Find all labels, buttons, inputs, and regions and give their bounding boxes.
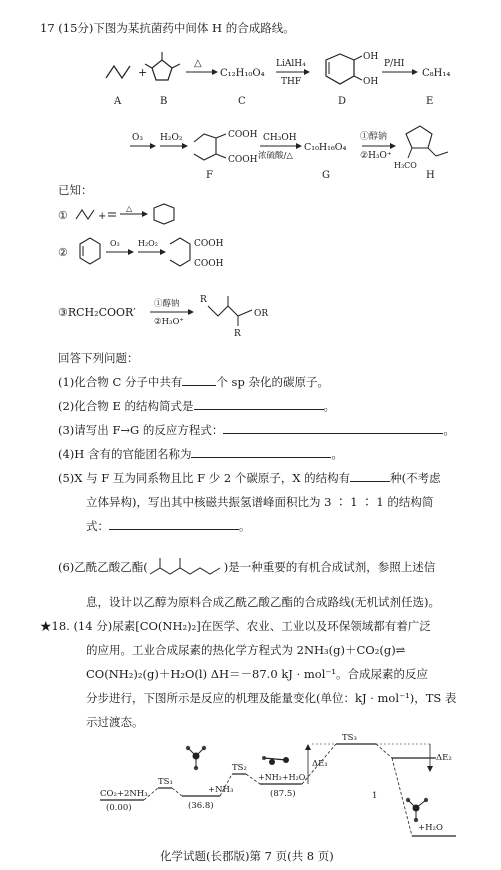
known3-step1: ①醇钠 (154, 299, 180, 309)
q4-answer-blank[interactable] (191, 446, 331, 458)
label-C: C (238, 96, 246, 107)
label-F: F (206, 170, 213, 181)
question-5-line3 (86, 518, 251, 535)
label-int2: +NH₃+H₂O (258, 773, 306, 782)
q6-text-a: (6)乙酰乙酸乙酯( (58, 560, 148, 574)
svg-text:△: △ (126, 204, 133, 213)
known1-number: ① (58, 209, 68, 222)
molecule-int2 (262, 756, 289, 765)
q3-text-b: 。 (443, 423, 455, 437)
question-6-line1 (58, 556, 435, 580)
plus-sign: + (138, 66, 148, 79)
q2-text-a: (2)化合物 E 的结构简式是 (58, 399, 194, 413)
reagent-o3: O₃ (132, 133, 143, 143)
label-reactant-energy: (0.00) (106, 803, 132, 813)
known3-step2: ②H₃O⁺ (154, 317, 184, 327)
label-A: A (114, 96, 122, 107)
compound-E-formula: C₈H₁₄ (422, 68, 451, 79)
maleic-anhydride-structure (152, 60, 172, 80)
reagent-delta: △ (194, 58, 202, 69)
known-reaction-3 (58, 288, 298, 340)
label-plus-nh3: +NH₃ (208, 785, 234, 795)
q18-line5: 示过渡态。 (86, 715, 144, 729)
q3-text-a: (3)请写出 F→G 的反应方程式： (58, 423, 224, 437)
compound-H-structure (406, 126, 432, 148)
q4-text-b: 。 (331, 447, 343, 461)
page-footer: 化学试题(长郡版)第 7 页(共 8 页) (160, 849, 334, 863)
known2-cooh-top: COOH (194, 239, 224, 249)
question-4 (58, 446, 343, 463)
compound-G-formula: C₁₀H₁₆O₄ (304, 142, 347, 153)
ethyl-acetoacetate-structure (148, 556, 224, 580)
label-ts2: TS₂ (232, 763, 247, 773)
q3-answer-blank[interactable] (223, 422, 443, 434)
q2-text-b: 。 (323, 399, 335, 413)
question-2 (58, 398, 335, 415)
compound-F-structure (194, 134, 216, 160)
q18-line3: CO(NH₂)₂(g)＋H₂O(l) ΔH＝－87.0 kJ · mol⁻¹。合成尿素的反应 (86, 667, 429, 681)
reagent-acid: 浓硫酸/△ (258, 151, 293, 161)
q18-line2: 的应用。工业合成尿素的热化学方程式为 2NH₃(g)＋CO₂(g)⇌ (86, 643, 406, 657)
q5-text-c: 式： (86, 519, 109, 533)
svg-text:+: + (98, 211, 107, 222)
known2-number: ② (58, 246, 68, 259)
reagent-h2o2: H₂O₂ (160, 133, 183, 143)
question-1 (58, 374, 329, 391)
known-label: 已知： (58, 183, 93, 197)
question-5-line2: 立体异构)，写出其中核磁共振氢谱峰面积比为 3 ∶ 1 ∶ 1 的结构简 (86, 495, 434, 509)
q1-text-a: (1)化合物 C 分子中共有 (58, 375, 183, 389)
answer-prompt: 回答下列问题： (58, 351, 139, 365)
reagent-step1: ①醇钠 (360, 132, 388, 142)
group-oh-bottom: OH (363, 77, 379, 87)
q6-text-b: )是一种重要的有机合成试剂，参照上述信 (223, 560, 436, 574)
group-oh-top: OH (363, 52, 379, 62)
q1-text-b: 个 sp 杂化的碳原子。 (216, 375, 329, 389)
label-B: B (160, 96, 168, 107)
q2-answer-blank[interactable] (194, 398, 324, 410)
q5-count-blank[interactable] (350, 470, 390, 482)
q5-text-d: 。 (239, 519, 251, 533)
reagent-ch3oh: CH₃OH (263, 133, 297, 143)
reagent-thf: THF (281, 77, 302, 87)
known2-reagent-h2o2: H₂O₂ (138, 239, 158, 248)
label-step-one: 1 (372, 791, 378, 801)
label-E: E (426, 96, 434, 107)
label-D: D (338, 96, 347, 107)
molecule-product (406, 798, 428, 822)
known2-cooh-bottom: COOH (194, 259, 224, 269)
q17-header: 17 (15分)下图为某抗菌药中间体 H 的合成路线。 (40, 21, 295, 35)
q18-line1: ★18. (14 分)尿素[CO(NH₂)₂]在医学、农业、工业以及环保领域都有着广泛 (40, 619, 431, 633)
reagent-step2: ②H₃O⁺ (360, 151, 392, 161)
reagent-phi: P/HI (384, 59, 405, 69)
molecule-int1 (186, 746, 206, 770)
known-reaction-2 (58, 234, 238, 274)
q18-line4: 分步进行，下图所示是反应的机理及能量变化(单位：kJ · mol⁻¹)，TS 表 (86, 691, 457, 705)
q5-structure-blank[interactable] (109, 518, 239, 530)
known3-or: OR (254, 309, 269, 319)
label-de2: ΔE₂ (436, 753, 452, 763)
known3-r-top: R (200, 295, 207, 305)
known2-reagent-o3: O₃ (110, 239, 120, 248)
label-H: H (426, 170, 435, 181)
question-6-line2: 息，设计以乙醇为原料合成乙酰乙酸乙酯的合成路线(无机试剂任选)。 (86, 595, 440, 609)
butadiene-structure (106, 66, 130, 78)
label-G: G (322, 170, 330, 181)
known3-r-bottom: R (234, 329, 241, 339)
q5-text-b: 种(不考虑 (390, 471, 441, 485)
label-ts1: TS₁ (158, 777, 173, 787)
compound-C-formula: C₁₂H₁₀O₄ (220, 68, 265, 79)
label-de1: ΔE₁ (312, 759, 328, 769)
group-h3co: H₃CO (394, 161, 417, 170)
q4-text-a: (4)H 含有的官能团名称为 (58, 447, 192, 461)
label-reactants: CO₂+2NH₃ (100, 789, 148, 799)
group-cooh-bottom: COOH (228, 155, 258, 165)
question-3 (58, 422, 455, 439)
label-int1-energy: (36.8) (188, 801, 214, 811)
label-ts3: TS₃ (342, 733, 357, 743)
group-cooh-top: COOH (228, 130, 258, 140)
compound-D-structure (326, 54, 354, 84)
label-product-h2o: +H₂O (418, 823, 443, 833)
q1-answer-blank[interactable] (182, 374, 216, 386)
known3-lhs: ③RCH₂COOR′ (58, 306, 136, 319)
label-int2-energy: (87.5) (270, 789, 296, 799)
synthesis-scheme-row1 (100, 46, 480, 114)
q5-text-a: (5)X 与 F 互为同系物且比 F 少 2 个碳原子，X 的结构有 (58, 471, 351, 485)
reagent-lialh4: LiAlH₄ (276, 59, 306, 69)
synthesis-scheme-row2 (124, 112, 474, 184)
question-5-line1 (58, 470, 441, 487)
energy-diagram (96, 730, 476, 846)
known-reaction-1 (58, 202, 188, 228)
